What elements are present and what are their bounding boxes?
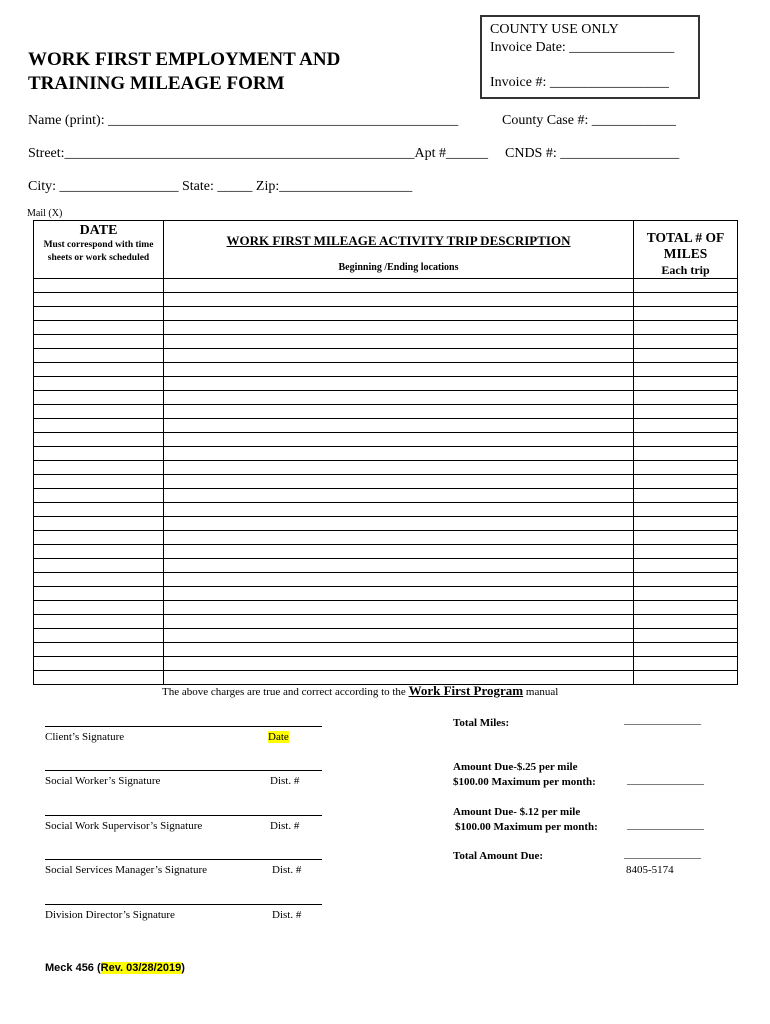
miles-cell[interactable] [634, 657, 738, 671]
mileage-table [33, 220, 738, 685]
miles-cell[interactable] [634, 615, 738, 629]
table-row [34, 545, 738, 559]
table-row [34, 587, 738, 601]
miles-cell[interactable] [634, 447, 738, 461]
county-use-box [480, 15, 700, 99]
form-revision-footer [45, 962, 185, 974]
description-cell[interactable] [164, 643, 634, 657]
miles-cell[interactable] [634, 573, 738, 587]
date-cell[interactable] [34, 377, 164, 391]
page-title [28, 48, 408, 96]
table-row [34, 657, 738, 671]
date-cell[interactable] [34, 503, 164, 517]
miles-cell[interactable] [634, 377, 738, 391]
table-row [34, 279, 738, 293]
description-cell[interactable] [164, 657, 634, 671]
date-subheader: Must correspond with time sheets or work scheduled [43, 240, 154, 263]
program-name: Work First Program [408, 683, 524, 698]
date-cell[interactable] [34, 433, 164, 447]
miles-cell[interactable] [634, 601, 738, 615]
miles-cell[interactable] [634, 419, 738, 433]
miles-cell[interactable] [634, 475, 738, 489]
description-cell[interactable] [164, 363, 634, 377]
description-cell[interactable] [164, 321, 634, 335]
description-cell[interactable] [164, 503, 634, 517]
date-cell[interactable] [34, 419, 164, 433]
date-cell[interactable] [34, 293, 164, 307]
amount-12-line-2: $100.00 Maximum per month: [455, 821, 598, 833]
date-cell[interactable] [34, 601, 164, 615]
description-cell[interactable] [164, 461, 634, 475]
total-amount-due-input[interactable]: ______________ [624, 848, 701, 860]
miles-cell[interactable] [634, 629, 738, 643]
invoice-number-field[interactable]: Invoice #: _________________ [490, 75, 669, 90]
form-id-close: ) [181, 962, 185, 974]
table-row [34, 629, 738, 643]
manager-dist-label: Dist. # [272, 864, 302, 876]
social-worker-dist-label: Dist. # [270, 775, 300, 787]
invoice-date-field[interactable]: Invoice Date: _______________ [490, 40, 675, 55]
table-row [34, 447, 738, 461]
mileage-rows [34, 279, 738, 685]
supervisor-signature-line[interactable] [45, 815, 322, 816]
description-header: WORK FIRST MILEAGE ACTIVITY TRIP DESCRIPTION [226, 233, 571, 248]
miles-cell[interactable] [634, 489, 738, 503]
total-miles-label: Total Miles: [453, 717, 510, 729]
client-signature-label: Client’s Signature [45, 731, 125, 743]
miles-cell[interactable] [634, 461, 738, 475]
date-cell[interactable] [34, 629, 164, 643]
total-subheader: Each trip [661, 263, 710, 277]
account-code: 8405-5174 [626, 864, 674, 876]
table-row [34, 475, 738, 489]
table-row [34, 531, 738, 545]
miles-cell[interactable] [634, 279, 738, 293]
description-cell[interactable] [164, 377, 634, 391]
county-case-field[interactable]: County Case #: ____________ [502, 113, 676, 128]
street-field[interactable]: Street:__________________________________________________Apt #______ [28, 146, 489, 161]
description-cell[interactable] [164, 629, 634, 643]
table-row [34, 363, 738, 377]
description-cell[interactable] [164, 391, 634, 405]
supervisor-dist-label: Dist. # [270, 820, 300, 832]
date-cell[interactable] [34, 545, 164, 559]
miles-cell[interactable] [634, 335, 738, 349]
date-cell[interactable] [34, 405, 164, 419]
description-cell[interactable] [164, 615, 634, 629]
manager-signature-line[interactable] [45, 859, 322, 860]
date-cell[interactable] [34, 587, 164, 601]
description-cell[interactable] [164, 475, 634, 489]
date-cell[interactable] [34, 307, 164, 321]
date-cell[interactable] [34, 643, 164, 657]
amount-25-line-2: $100.00 Maximum per month: [453, 776, 596, 788]
table-row [34, 405, 738, 419]
date-cell[interactable] [34, 321, 164, 335]
miles-cell[interactable] [634, 643, 738, 657]
table-row [34, 489, 738, 503]
description-cell[interactable] [164, 587, 634, 601]
miles-cell[interactable] [634, 531, 738, 545]
table-row [34, 517, 738, 531]
description-cell[interactable] [164, 307, 634, 321]
description-cell[interactable] [164, 405, 634, 419]
table-row [34, 335, 738, 349]
city-state-zip-field[interactable]: City: _________________ State: _____ Zip:___________________ [28, 179, 413, 194]
cnds-field[interactable]: CNDS #: _________________ [505, 146, 680, 161]
miles-cell[interactable] [634, 587, 738, 601]
table-row [34, 559, 738, 573]
director-signature-line[interactable] [45, 904, 322, 905]
social-worker-signature-label: Social Worker’s Signature [45, 775, 161, 787]
table-row [34, 307, 738, 321]
table-row [34, 503, 738, 517]
date-cell[interactable] [34, 671, 164, 685]
miles-cell[interactable] [634, 517, 738, 531]
date-cell[interactable] [34, 573, 164, 587]
table-row [34, 461, 738, 475]
description-cell[interactable] [164, 517, 634, 531]
miles-cell[interactable] [634, 545, 738, 559]
table-row [34, 601, 738, 615]
date-cell[interactable] [34, 391, 164, 405]
date-cell[interactable] [34, 363, 164, 377]
date-header: DATE [79, 223, 118, 238]
date-cell[interactable] [34, 489, 164, 503]
miles-cell[interactable] [634, 293, 738, 307]
miles-cell[interactable] [634, 321, 738, 335]
description-cell[interactable] [164, 531, 634, 545]
certification-prefix: The above charges are true and correct according to the [162, 686, 406, 698]
amount-12-input[interactable]: ______________ [627, 819, 704, 831]
date-column-header [34, 221, 164, 279]
description-subheader: Beginning /Ending locations [338, 262, 459, 273]
miles-cell[interactable] [634, 433, 738, 447]
miles-cell[interactable] [634, 307, 738, 321]
amount-12-line-1: Amount Due- $.12 per mile [453, 806, 581, 818]
table-row [34, 615, 738, 629]
form-id: Meck 456 ( [45, 962, 101, 974]
table-row [34, 349, 738, 363]
date-cell[interactable] [34, 475, 164, 489]
supervisor-signature-label: Social Work Supervisor’s Signature [45, 820, 203, 832]
miles-cell[interactable] [634, 349, 738, 363]
date-cell[interactable] [34, 279, 164, 293]
total-header-line-2: MILES [663, 246, 708, 261]
table-row [34, 377, 738, 391]
miles-cell[interactable] [634, 391, 738, 405]
description-cell[interactable] [164, 573, 634, 587]
date-cell[interactable] [34, 447, 164, 461]
miles-cell[interactable] [634, 363, 738, 377]
title-line-1: WORK FIRST EMPLOYMENT AND [28, 49, 341, 70]
date-cell[interactable] [34, 517, 164, 531]
description-cell[interactable] [164, 489, 634, 503]
date-cell[interactable] [34, 461, 164, 475]
miles-cell[interactable] [634, 671, 738, 685]
name-field[interactable]: Name (print): __________________________________________________ [28, 113, 459, 128]
table-row [34, 391, 738, 405]
description-cell[interactable] [164, 335, 634, 349]
description-cell[interactable] [164, 349, 634, 363]
description-cell[interactable] [164, 433, 634, 447]
date-cell[interactable] [34, 559, 164, 573]
description-cell[interactable] [164, 419, 634, 433]
description-cell[interactable] [164, 447, 634, 461]
table-row [34, 573, 738, 587]
county-use-heading: COUNTY USE ONLY [490, 22, 619, 37]
date-cell[interactable] [34, 657, 164, 671]
table-row [34, 433, 738, 447]
description-cell[interactable] [164, 559, 634, 573]
date-cell[interactable] [34, 335, 164, 349]
miles-cell[interactable] [634, 405, 738, 419]
revision-date: Rev. 03/28/2019 [100, 962, 182, 974]
description-cell[interactable] [164, 545, 634, 559]
date-cell[interactable] [34, 615, 164, 629]
description-column-header [164, 221, 634, 279]
title-line-2: TRAINING MILEAGE FORM [28, 73, 285, 94]
miles-cell[interactable] [634, 559, 738, 573]
certification-suffix: manual [525, 686, 559, 698]
social-worker-signature-line[interactable] [45, 770, 322, 771]
amount-25-input[interactable]: ______________ [627, 774, 704, 786]
total-miles-input[interactable]: ______________ [624, 714, 701, 726]
director-dist-label: Dist. # [272, 909, 302, 921]
client-date-label: Date [268, 731, 289, 743]
table-row [34, 293, 738, 307]
total-amount-due-label: Total Amount Due: [453, 850, 544, 862]
mail-label: Mail (X) [27, 208, 63, 219]
manager-signature-label: Social Services Manager’s Signature [45, 864, 208, 876]
table-row [34, 419, 738, 433]
table-row [34, 321, 738, 335]
description-cell[interactable] [164, 601, 634, 615]
date-cell[interactable] [34, 349, 164, 363]
total-header-line-1: TOTAL # OF [646, 230, 725, 245]
client-signature-line[interactable] [45, 726, 322, 727]
description-cell[interactable] [164, 293, 634, 307]
date-cell[interactable] [34, 531, 164, 545]
total-miles-column-header [634, 221, 738, 279]
director-signature-label: Division Director’s Signature [45, 909, 175, 921]
certification-statement [162, 683, 558, 699]
description-cell[interactable] [164, 279, 634, 293]
amount-25-line-1: Amount Due-$.25 per mile [453, 761, 578, 773]
table-row [34, 643, 738, 657]
miles-cell[interactable] [634, 503, 738, 517]
